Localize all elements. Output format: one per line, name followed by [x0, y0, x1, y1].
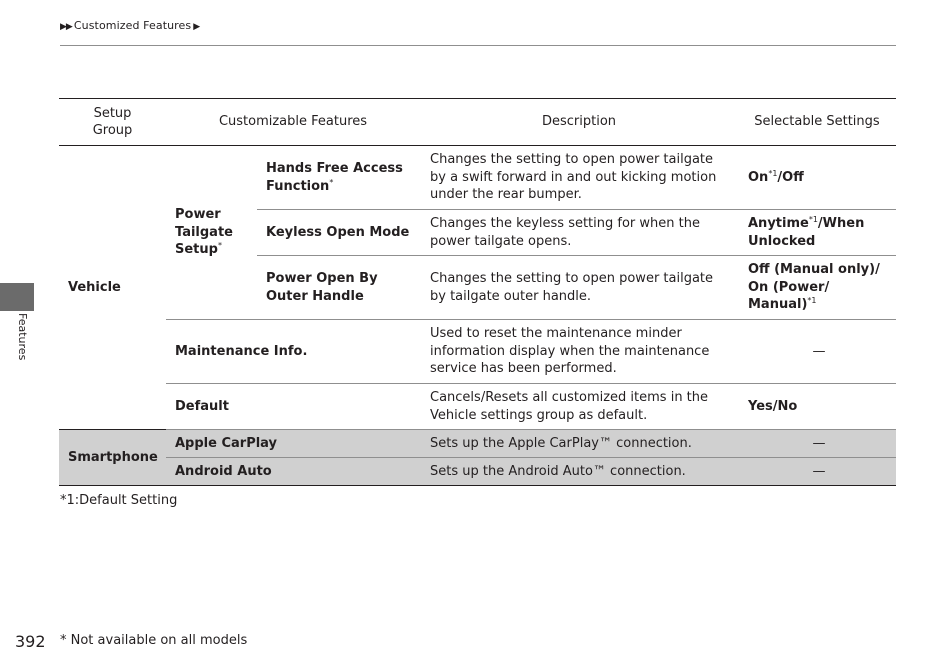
description-default: Cancels/Resets all customized items in the Vehicle settings group as default. — [420, 384, 738, 430]
description-maintenance-info: Used to reset the maintenance minder information display when the maintenance service has been performed. — [420, 320, 738, 384]
page-number: 392 — [15, 632, 46, 651]
availability-note: * Not available on all models — [60, 633, 248, 648]
feature-keyless-open-mode: Keyless Open Mode — [257, 210, 420, 256]
setting-default: Yes/No — [738, 384, 896, 430]
setting-maintenance-info: — — [738, 320, 896, 384]
description-android-auto: Sets up the Android Auto™ connection. — [420, 458, 738, 486]
feature-apple-carplay: Apple CarPlay — [166, 430, 420, 458]
breadcrumb-end-arrow-icon: ▶ — [193, 22, 200, 32]
breadcrumb-arrows-icon: ▶▶ — [60, 22, 72, 32]
group-smartphone: Smartphone — [59, 430, 166, 486]
table-row — [59, 320, 896, 384]
group-vehicle: Vehicle — [59, 146, 166, 430]
setting-hands-free-access: On$^{*1}$/Off — [738, 146, 896, 210]
description-hands-free-access: Changes the setting to open power tailgate by a swift forward in and out kicking motion under the rear bumper. — [420, 146, 738, 210]
feature-maintenance-info: Maintenance Info. — [166, 320, 420, 384]
breadcrumb — [60, 19, 199, 32]
table-header-row — [59, 99, 896, 146]
feature-power-open-outer-handle: Power Open By Outer Handle — [257, 256, 420, 320]
header-setup-group: Setup Group — [59, 99, 166, 146]
header-selectable-settings: Selectable Settings — [738, 99, 896, 146]
feature-default: Default — [166, 384, 420, 430]
table-row — [59, 458, 896, 486]
setting-power-open-outer-handle: Off (Manual only)/ On (Power/ Manual)$^{*1}$ — [738, 256, 896, 320]
subgroup-power-tailgate: Power Tailgate Setup* — [166, 146, 257, 320]
header-customizable-features: Customizable Features — [166, 99, 420, 146]
header-description: Description — [420, 99, 738, 146]
customized-features-table — [59, 98, 896, 486]
section-tab-marker — [0, 283, 34, 311]
setting-keyless-open-mode: Anytime$^{*1}$/When Unlocked — [738, 210, 896, 256]
table-row — [59, 430, 896, 458]
header-divider — [60, 45, 896, 46]
table-row — [59, 146, 896, 210]
section-tab-label: Features — [16, 313, 29, 361]
description-keyless-open-mode: Changes the keyless setting for when the power tailgate opens. — [420, 210, 738, 256]
description-apple-carplay: Sets up the Apple CarPlay™ connection. — [420, 430, 738, 458]
setting-apple-carplay: — — [738, 430, 896, 458]
description-power-open-outer-handle: Changes the setting to open power tailgate by tailgate outer handle. — [420, 256, 738, 320]
feature-android-auto: Android Auto — [166, 458, 420, 486]
feature-hands-free-access: Hands Free Access Function* — [257, 146, 420, 210]
setting-android-auto: — — [738, 458, 896, 486]
table-row — [59, 384, 896, 430]
breadcrumb-label[interactable]: Customized Features — [73, 19, 192, 32]
default-setting-footnote: *1:Default Setting — [60, 493, 178, 508]
subgroup-power-tailgate-label: Power Tailgate Setup — [175, 207, 233, 258]
